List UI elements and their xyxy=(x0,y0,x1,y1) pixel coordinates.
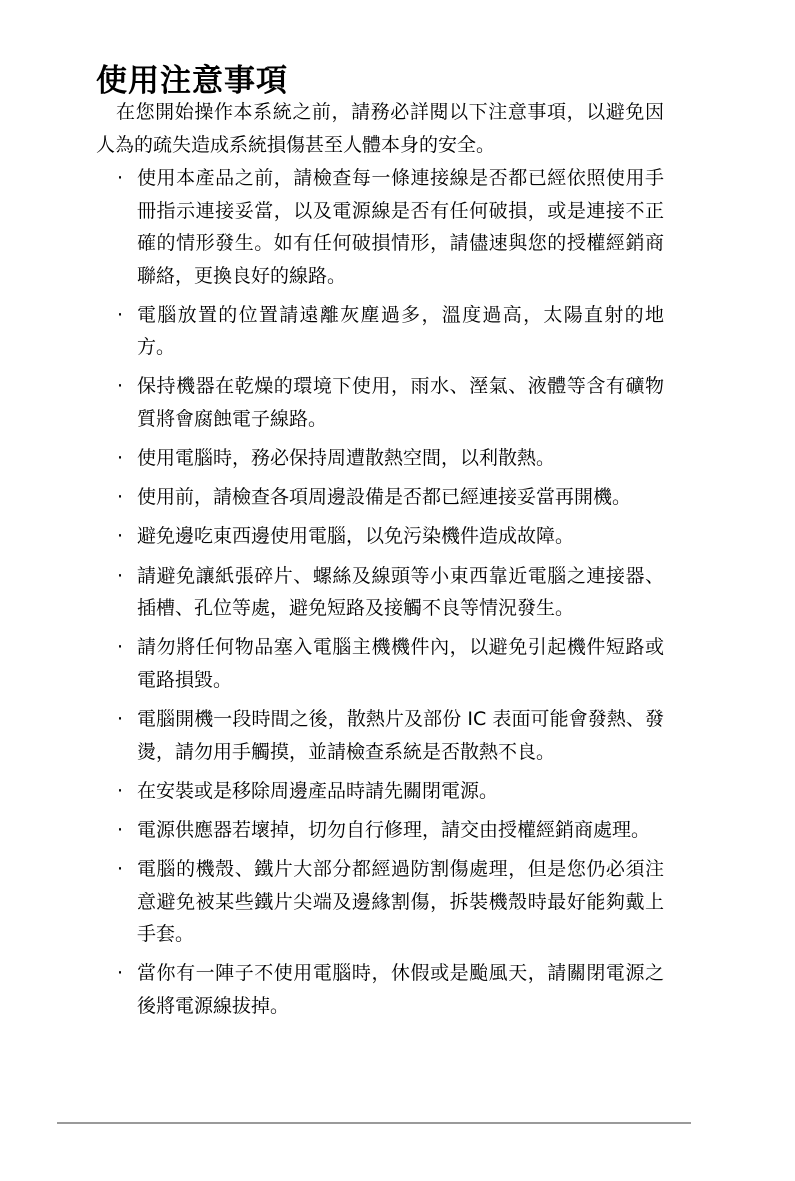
intro-paragraph: 在您開始操作本系統之前，請務必詳閱以下注意事項，以避免因人為的疏失造成系統損傷甚至人體本身的安全。 xyxy=(96,101,664,156)
notice-text: 電腦放置的位置請遠離灰塵過多，溫度過高，太陽直射的地方。 xyxy=(137,303,664,359)
bullet-icon: · xyxy=(116,779,124,802)
notice-text: 使用電腦時，務必保持周遭散熱空間，以利散熱。 xyxy=(137,447,556,470)
notice-item xyxy=(96,299,664,364)
notice-item xyxy=(96,703,664,768)
footer-divider xyxy=(57,1122,691,1124)
notice-text: 當你有一陣子不使用電腦時，休假或是颱風天，請關閉電源之後將電源線拔掉。 xyxy=(137,962,664,1017)
bullet-icon: · xyxy=(116,962,124,985)
notice-text: 使用本產品之前，請檢查每一條連接線是否都已經依照使用手冊指示連接妥當，以及電源線是否有任何破損，或是連接不正確的情形發生。如有任何破損情形，請儘速與您的授權經銷商聯絡，更換良好的線路。 xyxy=(137,167,664,287)
notice-item xyxy=(96,442,664,475)
bullet-icon: · xyxy=(116,447,124,470)
bullet-icon: · xyxy=(116,708,124,730)
notice-text: 請避免讓紙張碎片、螺絲及線頭等小東西靠近電腦之連接器、插槽、孔位等處，避免短路及接觸不良等情況發生。 xyxy=(137,564,664,620)
bullet-icon: · xyxy=(116,858,124,881)
notice-text: 電腦開機一段時間之後，散熱片及部份 IC 表面可能會發熱、發燙，請勿用手觸摸，並請檢查系統是否散熱不良。 xyxy=(137,708,664,763)
notice-item xyxy=(96,162,664,292)
notice-item xyxy=(96,957,664,1022)
notice-item xyxy=(96,814,664,847)
bullet-icon: · xyxy=(116,525,124,548)
notice-text: 保持機器在乾燥的環境下使用，雨水、溼氣、液體等含有礦物質將會腐蝕電子線路。 xyxy=(137,375,664,430)
notice-item xyxy=(96,775,664,808)
bullet-icon: · xyxy=(116,486,124,509)
bullet-icon: · xyxy=(116,818,124,841)
notice-item xyxy=(96,370,664,435)
bullet-icon: · xyxy=(116,636,124,659)
bullet-icon: · xyxy=(116,167,124,189)
notice-text: 避免邊吃東西邊使用電腦，以免污染機件造成故障。 xyxy=(137,525,575,548)
bullet-icon: · xyxy=(116,375,124,398)
notice-item xyxy=(96,520,664,553)
bullet-icon: · xyxy=(116,564,124,587)
notice-item xyxy=(96,481,664,514)
bullet-icon: · xyxy=(116,303,124,326)
page-title: 使用注意事項 xyxy=(96,62,288,99)
notice-text: 請勿將任何物品塞入電腦主機機件內，以避免引起機件短路或電路損毀。 xyxy=(137,636,664,691)
notice-item xyxy=(96,631,664,696)
notice-list xyxy=(96,162,664,1029)
notice-text: 電腦的機殼、鐵片大部分都經過防割傷處理，但是您仍必須注意避免被某些鐵片尖端及邊緣割傷，拆裝機殼時最好能夠戴上手套。 xyxy=(137,858,664,946)
notice-item xyxy=(96,853,664,951)
notice-text: 在安裝或是移除周邊產品時請先關閉電源。 xyxy=(137,779,499,802)
notice-item xyxy=(96,560,664,625)
notice-text: 使用前，請檢查各項周邊設備是否都已經連接妥當再開機。 xyxy=(137,486,632,509)
notice-text: 電源供應器若壞掉，切勿自行修理，請交由授權經銷商處理。 xyxy=(137,818,651,841)
